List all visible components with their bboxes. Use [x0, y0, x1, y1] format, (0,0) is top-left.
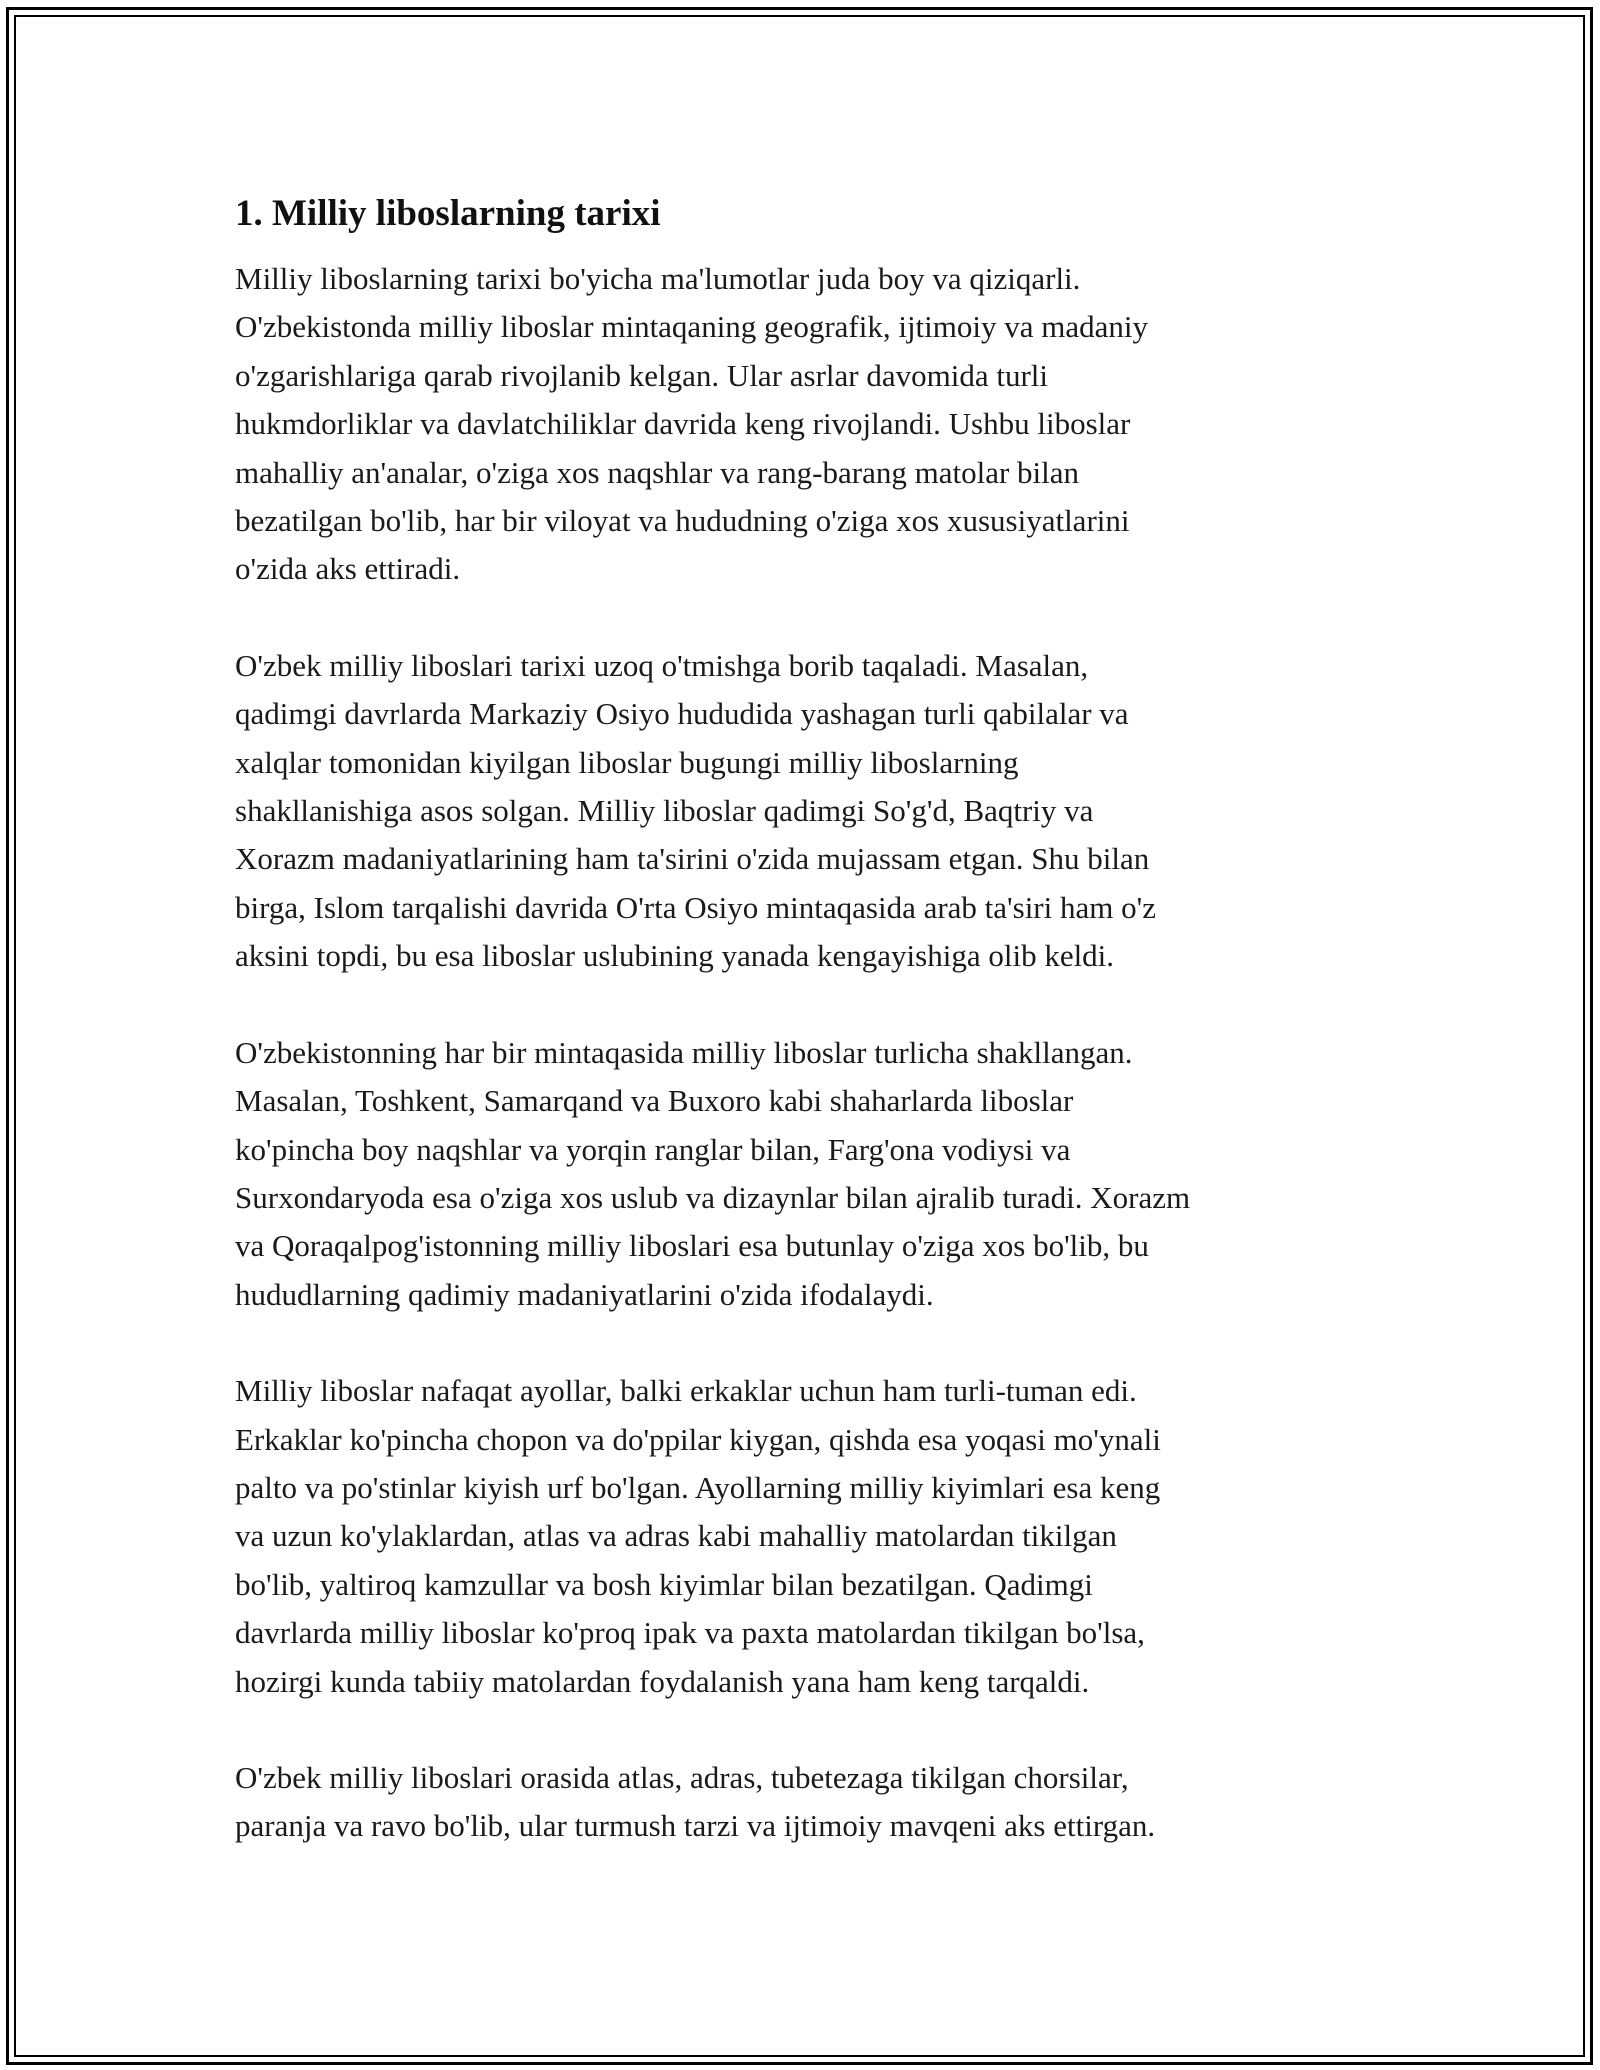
paragraph-line: Milliy liboslar nafaqat ayollar, balki erkaklar uchun ham turli-tuman edi.: [235, 1373, 1137, 1409]
document-body: [235, 186, 1395, 1899]
paragraph-line: hukmdorliklar va davlatchiliklar davrida keng rivojlandi. Ushbu liboslar: [235, 406, 1131, 442]
paragraph-line: o'zgarishlariga qarab rivojlanib kelgan. Ular asrlar davomida turli: [235, 357, 1049, 393]
paragraph-line: ko'pincha boy naqshlar va yorqin ranglar bilan, Farg'ona vodiysi va: [235, 1131, 1071, 1167]
paragraph-line: O'zbekistonda milliy liboslar mintaqaning geografik, ijtimoiy va madaniy: [235, 309, 1149, 345]
paragraph-line: qadimgi davrlarda Markaziy Osiyo hududida yashagan turli qabilalar va: [235, 696, 1129, 732]
paragraph-line: bo'lib, yaltiroq kamzullar va bosh kiyimlar bilan bezatilgan. Qadimgi: [235, 1566, 1093, 1602]
paragraph: [235, 255, 1395, 594]
paragraph-line: va uzun ko'ylaklardan, atlas va adras kabi mahalliy matolardan tikilgan: [235, 1518, 1117, 1554]
paragraph-line: Surxondaryoda esa o'ziga xos uslub va dizaynlar bilan ajralib turadi. Xorazm: [235, 1179, 1191, 1215]
paragraph-line: Masalan, Toshkent, Samarqand va Buxoro kabi shaharlarda liboslar: [235, 1083, 1074, 1119]
paragraph-line: paranja va ravo bo'lib, ular turmush tarzi va ijtimoiy mavqeni aks ettirgan.: [235, 1808, 1156, 1844]
paragraph: [235, 1367, 1395, 1706]
paragraph-line: Milliy liboslarning tarixi bo'yicha ma'lumotlar juda boy va qiziqarli.: [235, 261, 1081, 296]
paragraph-list: [235, 255, 1395, 1851]
paragraph-line: birga, Islom tarqalishi davrida O'rta Osiyo mintaqasida arab ta'siri ham o'z: [235, 889, 1156, 925]
paragraph-line: va Qoraqalpog'istonning milliy liboslari esa butunlay o'ziga xos bo'lib, bu: [235, 1228, 1149, 1264]
paragraph-line: xalqlar tomonidan kiyilgan liboslar bugungi milliy liboslarning: [235, 744, 1019, 780]
paragraph-line: O'zbekistonning har bir mintaqasida milliy liboslar turlicha shakllangan.: [235, 1034, 1133, 1070]
paragraph-line: palto va po'stinlar kiyish urf bo'lgan. Ayollarning milliy kiyimlari esa keng: [235, 1469, 1161, 1505]
paragraph-line: Erkaklar ko'pincha chopon va do'ppilar kiygan, qishda esa yoqasi mo'ynali: [235, 1421, 1161, 1457]
paragraph: [235, 1754, 1395, 1851]
paragraph: [235, 1029, 1395, 1319]
paragraph-line: hududlarning qadimiy madaniyatlarini o'zida ifodalaydi.: [235, 1276, 934, 1312]
section-heading: 1. Milliy liboslarning tarixi: [235, 193, 661, 234]
paragraph-line: o'zida aks ettiradi.: [235, 551, 461, 587]
paragraph-line: Xorazm madaniyatlarining ham ta'sirini o'zida mujassam etgan. Shu bilan: [235, 841, 1150, 877]
paragraph-line: davrlarda milliy liboslar ko'proq ipak va paxta matolardan tikilgan bo'lsa,: [235, 1615, 1145, 1651]
paragraph-line: O'zbek milliy liboslari orasida atlas, adras, tubetezaga tikilgan chorsilar,: [235, 1759, 1129, 1795]
paragraph-line: aksini topdi, bu esa liboslar uslubining yanada kengayishiga olib keldi.: [235, 938, 1115, 974]
paragraph-line: mahalliy an'analar, o'ziga xos naqshlar va rang-barang matolar bilan: [235, 454, 1080, 490]
paragraph-line: O'zbek milliy liboslari tarixi uzoq o'tmishga borib taqaladi. Masalan,: [235, 647, 1089, 683]
paragraph-line: shakllanishiga asos solgan. Milliy liboslar qadimgi So'g'd, Baqtriy va: [235, 793, 1094, 829]
paragraph-line: hozirgi kunda tabiiy matolardan foydalanish yana ham keng tarqaldi.: [235, 1663, 1090, 1699]
paragraph-line: bezatilgan bo'lib, har bir viloyat va hududning o'ziga xos xususiyatlarini: [235, 503, 1130, 539]
paragraph: [235, 642, 1395, 981]
